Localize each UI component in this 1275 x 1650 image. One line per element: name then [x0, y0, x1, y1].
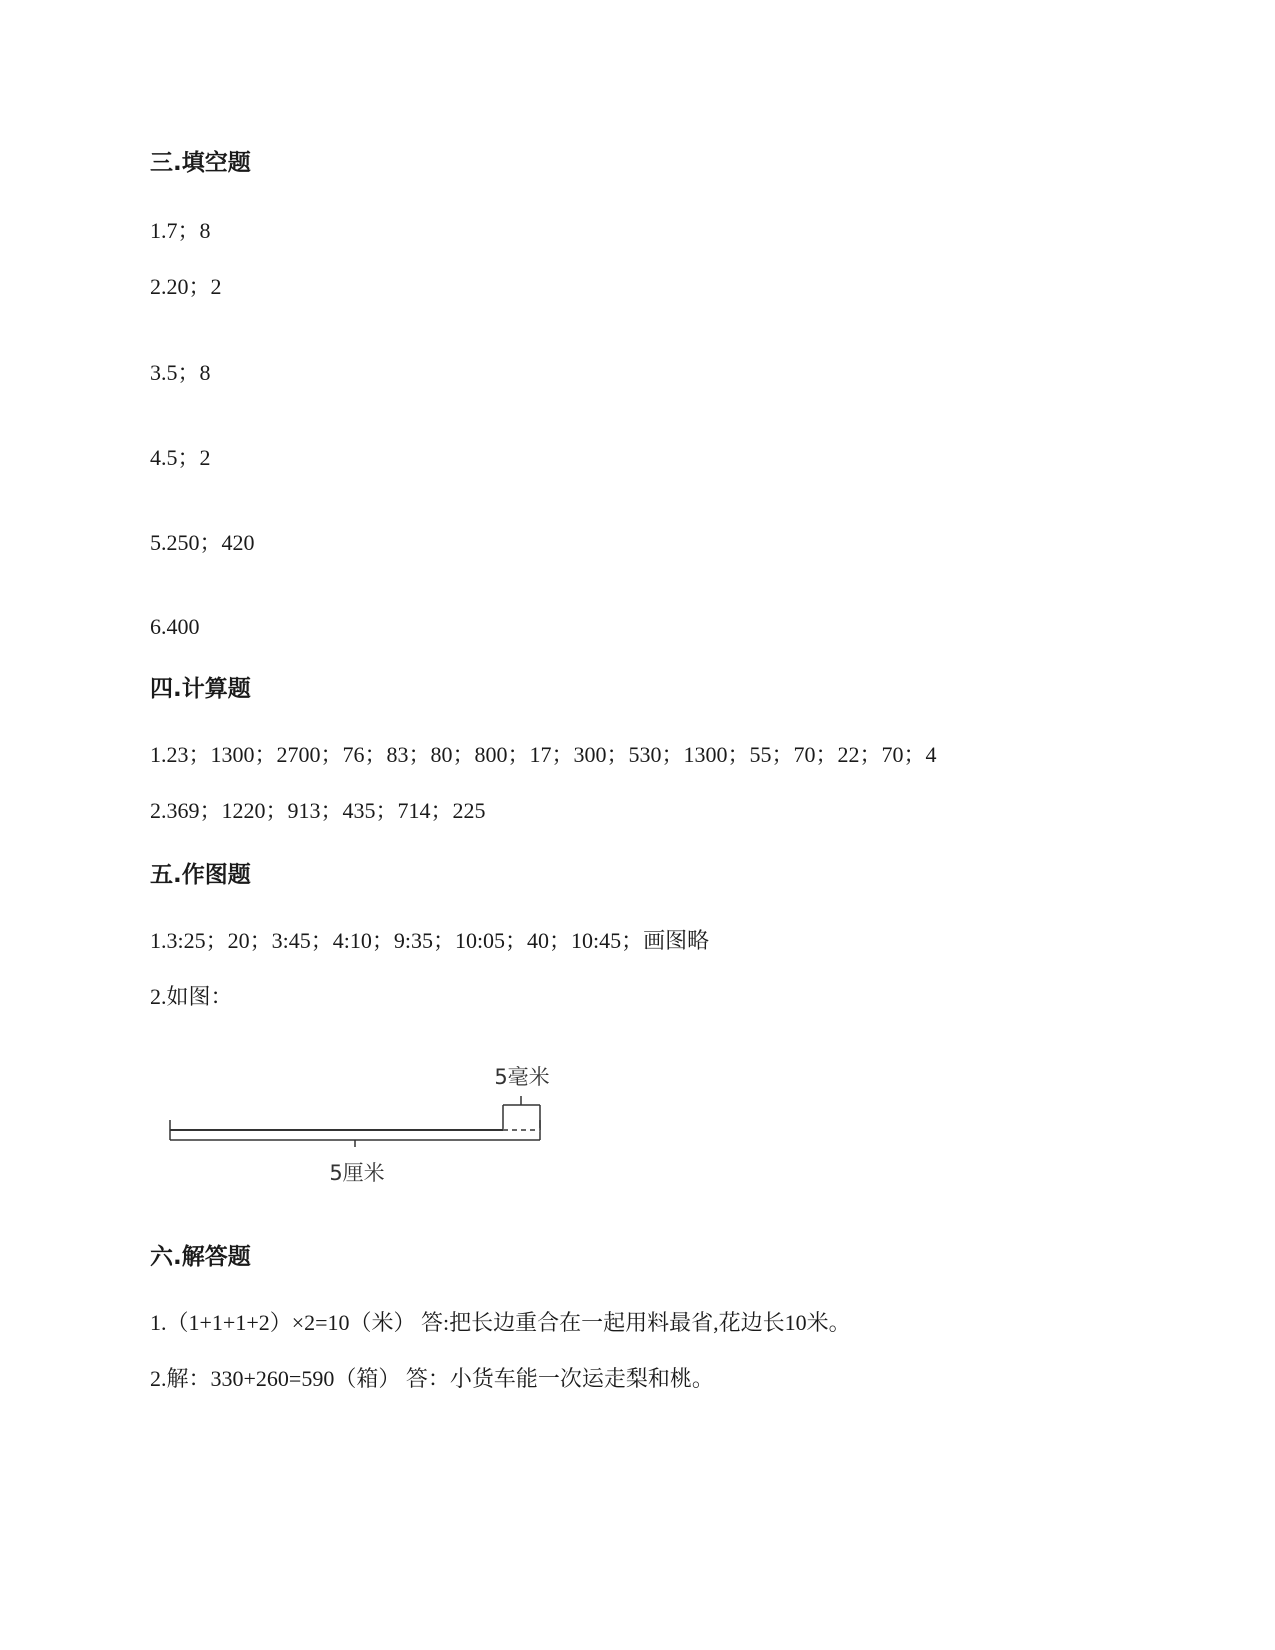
answer-line: 1.3:25；20；3:45；4:10；9:35；10:05；40；10:45；画图略	[150, 928, 710, 953]
answer-line: 2.20；2	[150, 274, 222, 299]
answer-line: 1.23；1300；2700；76；83；80；800；17；300；530；1300；55；70；22；70；4	[150, 742, 937, 767]
section-heading-fill-blank: 三.填空题	[150, 150, 251, 176]
section-heading-solution: 六.解答题	[150, 1244, 251, 1270]
answer-line: 3.5；8	[150, 360, 211, 385]
figure-label-bottom: 5厘米	[329, 1161, 385, 1185]
figure-label-top: 5毫米	[494, 1065, 550, 1089]
answer-line: 4.5；2	[150, 445, 211, 470]
answer-line: 6.400	[150, 614, 200, 639]
section-heading-calculation: 四.计算题	[150, 676, 251, 702]
answer-line: 5.250；420	[150, 530, 255, 555]
answer-line: 2.解：330+260=590（箱） 答：小货车能一次运走梨和桃。	[150, 1366, 714, 1391]
section-heading-drawing: 五.作图题	[150, 862, 251, 888]
line-segment-diagram	[160, 1050, 570, 1200]
answer-line: 2.如图：	[150, 984, 233, 1009]
answer-line: 2.369；1220；913；435；714；225	[150, 798, 486, 823]
answer-line: 1.7；8	[150, 218, 211, 243]
answer-line: 1.（1+1+1+2）×2=10（米） 答:把长边重合在一起用料最省,花边长10米。	[150, 1310, 851, 1335]
